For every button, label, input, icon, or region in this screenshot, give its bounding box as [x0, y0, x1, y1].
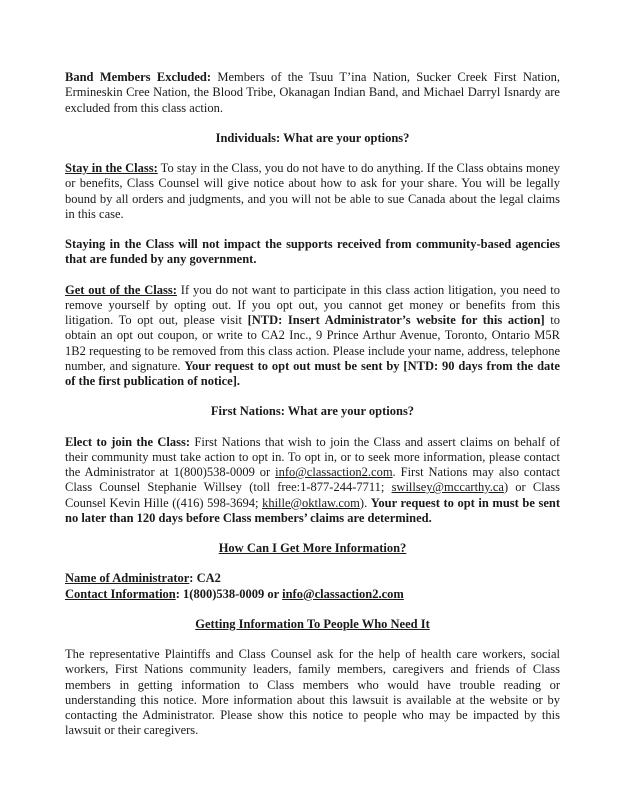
- text-run: Name of Administrator: [65, 571, 190, 586]
- text-run: : CA2: [189, 571, 221, 586]
- email-link[interactable]: khille@oktlaw.com: [262, 495, 360, 510]
- email-link[interactable]: swillsey@mccarthy.ca: [391, 480, 504, 495]
- text-run: Band Members Excluded:: [65, 70, 212, 84]
- text-run: [NTD: Insert Administrator’s website for this action]: [247, 313, 545, 327]
- first-nations-options-heading: [65, 404, 560, 419]
- text-run: If you do not want to participate in this class action litigation, you need to remove yourself by opting out. If you opt out, you cannot get money or benefits from this litigation. To opt out, please visit: [65, 282, 560, 327]
- stay-in-class-paragraph: [65, 161, 560, 222]
- individuals-options-heading: [65, 131, 560, 146]
- text-run: Contact Information: [65, 586, 176, 601]
- text-run: Getting Information To People Who Need It: [195, 616, 430, 631]
- text-run: To stay in the Class, you do not have to do anything. If the Class obtains money or benefits, Class Counsel will give notice about how to ask for your share. You will be legally bound by all orders and judgments, and you will not be able to sue Canada about the legal claims in this case.: [65, 161, 560, 221]
- more-information-heading: [65, 541, 560, 556]
- contact-information-line: [65, 587, 560, 602]
- document-body: [65, 70, 560, 739]
- text-run: Individuals: What are your options?: [215, 130, 410, 145]
- email-link[interactable]: info@classaction2.com: [282, 586, 404, 601]
- text-run: How Can I Get More Information?: [218, 541, 407, 555]
- text-run: ).: [359, 495, 371, 510]
- text-run: : 1(800)538-0009 or: [175, 586, 283, 601]
- getting-information-heading: [65, 617, 560, 632]
- text-run: Members of the Tsuu T’ina Nation, Sucker Creek First Nation, Ermineskin Cree Nation, the Blood Tribe, Okanagan Indian Band, and Michael Darryl Isnardy are excluded from this class action.: [65, 70, 560, 115]
- text-run: First Nations: What are your options?: [210, 404, 415, 419]
- band-members-excluded-paragraph: [65, 70, 560, 116]
- text-run: . First Nations may also contact Class Counsel Stephanie Willsey (toll free:1-877-244-7711;: [65, 465, 560, 495]
- elect-to-join-paragraph: [65, 435, 560, 527]
- text-run: Stay in the Class:: [65, 161, 158, 175]
- text-run: Elect to join the Class:: [65, 434, 191, 449]
- text-run: Staying in the Class will not impact the supports received from community-based agencies that are funded by any government.: [65, 237, 560, 267]
- text-run: The representative Plaintiffs and Class Counsel ask for the help of health care workers, social workers, First Nations community leaders, family members, caregivers and friends of Class members in getting information to Class members who would have trouble reading or understanding this notice. More information about this lawsuit is available at the website or by contacting the Administrator. Please show this notice to people who may be impacted by this lawsuit or their caregivers.: [65, 647, 560, 738]
- get-out-of-class-paragraph: [65, 283, 560, 390]
- text-run: ) or Class Counsel Kevin Hille ((416) 598-3694;: [65, 480, 560, 510]
- help-spreading-notice-paragraph: [65, 647, 560, 739]
- text-run: to obtain an opt out coupon, or write to CA2 Inc., 9 Prince Arthur Avenue, Toronto, Ontario M5R 1B2 requesting to be removed from this class action. Please include your name, address, telephone number, and signature.: [65, 313, 560, 373]
- email-link[interactable]: info@classaction2.com: [275, 465, 393, 479]
- text-run: First Nations that wish to join the Class and assert claims on behalf of their community must take action to opt in. To opt in, or to seek more information, please contact the Administrator at 1(800)538-0009 or: [65, 434, 560, 479]
- text-run: Your request to opt out must be sent by [NTD: 90 days from the date of the first publication of notice].: [65, 358, 560, 388]
- administrator-name-line: [65, 571, 560, 586]
- staying-no-impact-paragraph: [65, 237, 560, 268]
- text-run: Your request to opt in must be sent no later than 120 days before Class members’ claims are determined.: [65, 495, 560, 525]
- text-run: Get out of the Class:: [65, 282, 177, 297]
